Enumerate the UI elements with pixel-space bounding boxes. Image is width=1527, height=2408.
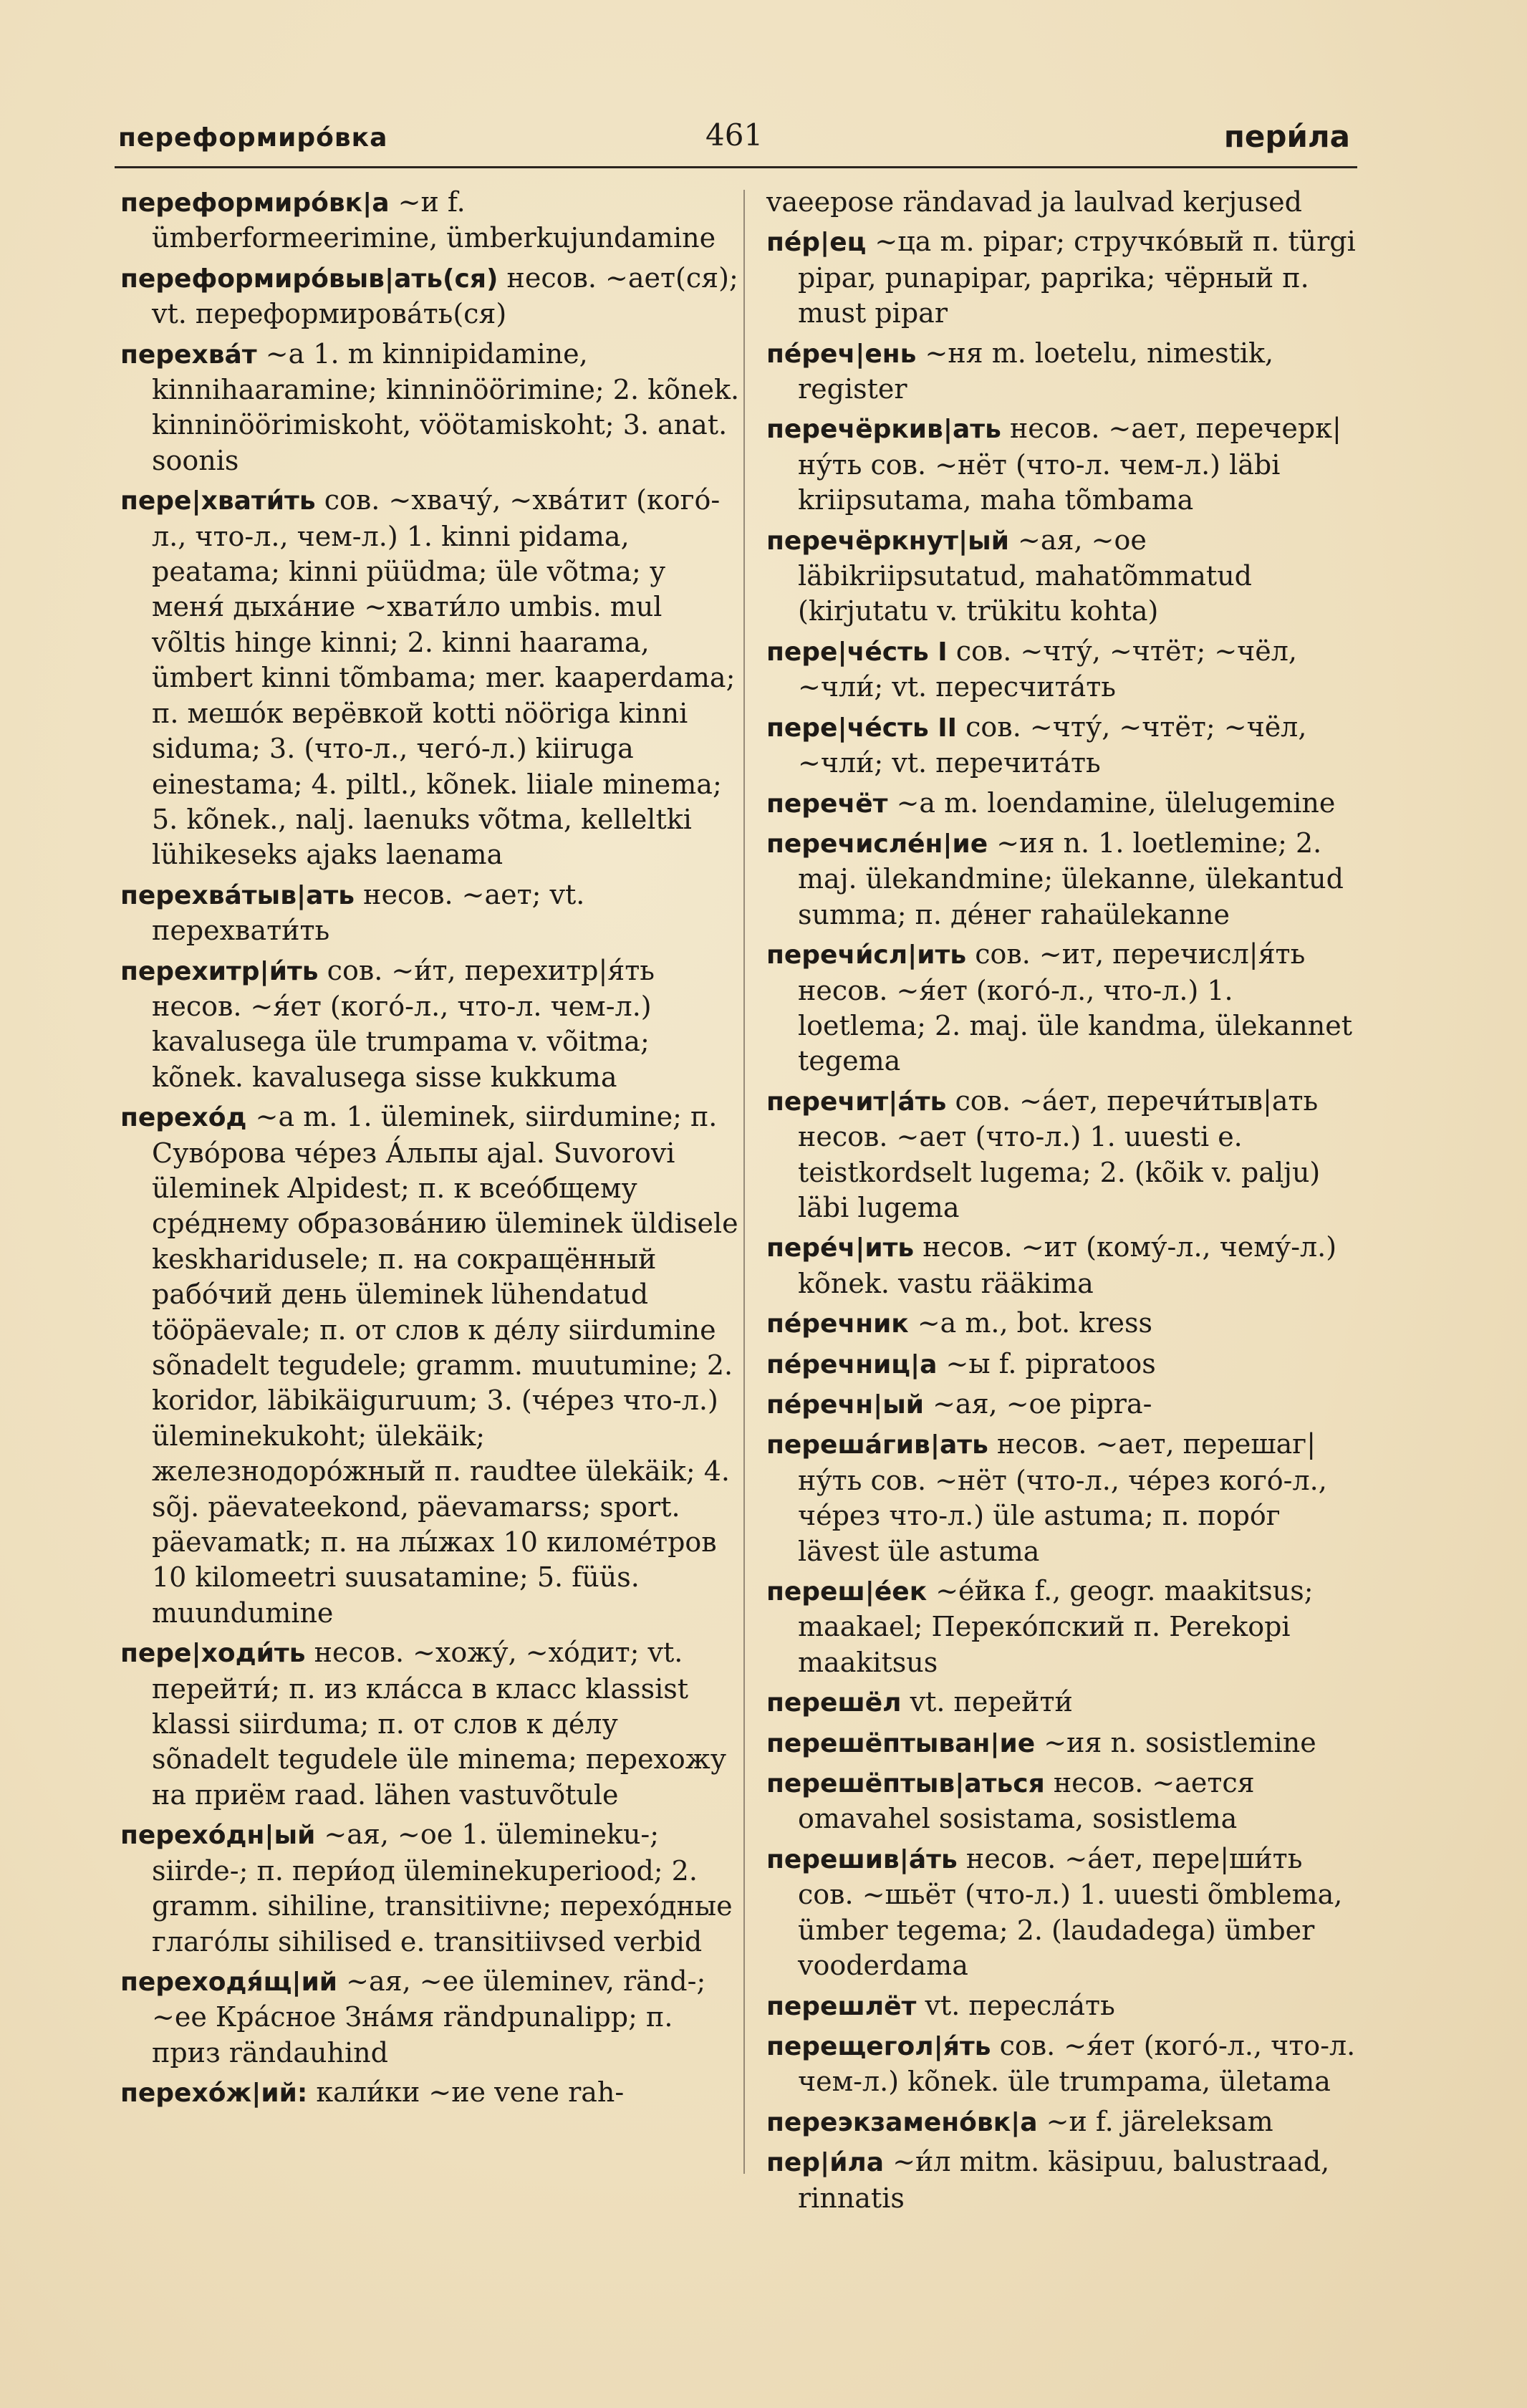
entry-headword: перешёптыв|аться bbox=[766, 1769, 1045, 1799]
dictionary-entry bbox=[120, 483, 743, 872]
dictionary-entry bbox=[766, 1766, 1359, 1837]
entry-headword: пере́ч|ить bbox=[766, 1233, 915, 1263]
entry-headword: перешив|а́ть bbox=[766, 1844, 958, 1874]
dictionary-entry bbox=[766, 634, 1359, 705]
entry-headword: перечисле́н|ие bbox=[766, 829, 988, 859]
entry-definition: сов. ~чту́, ~чтёт; ~чёл, ~чли́; vt. пересчита́ть bbox=[798, 635, 1298, 703]
dictionary-entry bbox=[120, 1099, 743, 1631]
dictionary-entry bbox=[766, 2028, 1359, 2100]
entry-definition: сов. ~и́т, перехитр|я́ть несов. ~я́ет (кого́-л., что-л. чем-л.) kavalusega üle trumpama v. võitma; kõnek. kavalusega sisse kukkuma bbox=[152, 954, 655, 1093]
entry-definition: несов. ~а́ет, пере|ши́ть сов. ~шьёт (что-л.) 1. uuesti õmblema, ümber tegema; 2. (laudadega) ümber vooderdama bbox=[798, 1842, 1343, 1982]
entry-headword: перешлёт bbox=[766, 1991, 917, 2021]
dictionary-entry bbox=[766, 1427, 1359, 1569]
dictionary-entry bbox=[120, 953, 743, 1096]
dictionary-entry bbox=[766, 1230, 1359, 1301]
entry-definition: ~ая, ~ее üleminev, ränd-; ~ее Кра́сное Зна́мя rändpunalipp; п. приз rändauhind bbox=[152, 1965, 706, 2069]
entry-definition: ~а m., bot. kress bbox=[917, 1307, 1152, 1339]
entry-definition: vt. пересла́ть bbox=[925, 1989, 1115, 2021]
entry-definition: сов. ~ит, перечисл|я́ть несов. ~я́ет (кого́-л., что-л.) 1. loetlema; 2. maj. üle kandma, ülekannet tegema bbox=[798, 938, 1352, 1077]
entry-definition: ~а 1. m kinnipidamine, kinnihaaramine; kinninöörimine; 2. kõnek. kinninöörimiskoht, vöötamiskoht; 3. anat. soonis bbox=[152, 337, 740, 476]
header-left-word: переформиро́вка bbox=[118, 123, 388, 153]
entry-headword: перешёл bbox=[766, 1688, 902, 1718]
dictionary-entry bbox=[766, 411, 1359, 518]
entry-headword: пе́речник bbox=[766, 1309, 909, 1339]
dictionary-entry bbox=[766, 2104, 1359, 2140]
entry-headword: пе́р|ец bbox=[766, 228, 867, 258]
entry-headword: переформиро́вк|а bbox=[120, 188, 390, 218]
dictionary-entry bbox=[120, 337, 743, 479]
dictionary-entry bbox=[120, 877, 743, 949]
entry-definition: несов. ~ает, перечерк|ну́ть сов. ~нёт (что-л. чем-л.) läbi kriipsutama, maha tõmbama bbox=[798, 413, 1341, 516]
entry-definition: кали́ки ~ие vene rah- bbox=[316, 2076, 625, 2109]
right-column bbox=[766, 185, 1359, 2220]
running-header bbox=[118, 113, 1350, 163]
header-rule bbox=[115, 166, 1357, 168]
dictionary-entry bbox=[766, 224, 1359, 331]
dictionary-entry bbox=[120, 2075, 743, 2111]
entry-headword: пере|ходи́ть bbox=[120, 1639, 306, 1669]
entry-headword: перещегол|я́ть bbox=[766, 2031, 991, 2061]
entry-headword: переэкзамено́вк|а bbox=[766, 2107, 1038, 2137]
dictionary-entry bbox=[766, 1574, 1359, 1680]
dictionary-entry bbox=[766, 1988, 1359, 2024]
entry-definition: ~ня m. loetelu, nimestik, register bbox=[798, 337, 1274, 405]
dictionary-entry bbox=[766, 523, 1359, 630]
entry-definition: ~а m. loendamine, ülelugemine bbox=[896, 786, 1336, 819]
entry-definition: несов. ~ит (кому́-л., чему́-л.) kõnek. vastu rääkima bbox=[798, 1231, 1337, 1299]
entry-definition: ~и f. ümberformeerimine, ümberkujundamine bbox=[152, 186, 716, 254]
dictionary-entry bbox=[120, 185, 743, 256]
dictionary-entry bbox=[766, 710, 1359, 781]
entry-headword: перехва́тыв|ать bbox=[120, 880, 355, 910]
entry-headword: пере|хвати́ть bbox=[120, 486, 316, 516]
dictionary-entry bbox=[766, 1387, 1359, 1422]
dictionary-entry bbox=[766, 1306, 1359, 1342]
entry-definition: несов. ~хожу́, ~хо́дит; vt. перейти́; п. из кла́сса в класс klassist klassi siirduma; п. от слов к де́лу sõnadelt tegudele üle minema; перехожу на приём raad. lähen vastuvõtule bbox=[152, 1637, 727, 1811]
entry-definition: ~ца m. pipar; стручко́вый п. türgi pipar, punapipar, paprika; чёрный п. must pipar bbox=[798, 226, 1356, 329]
dictionary-entry bbox=[766, 1084, 1359, 1226]
dictionary-entry bbox=[766, 1685, 1359, 1720]
dictionary-entry bbox=[120, 1817, 743, 1960]
column-divider bbox=[743, 190, 745, 2174]
entry-headword: перечёркив|ать bbox=[766, 415, 1001, 445]
entry-headword: перешáгив|ать bbox=[766, 1430, 988, 1460]
entry-headword: пер|и́ла bbox=[766, 2148, 885, 2178]
entry-headword: перечёт bbox=[766, 789, 888, 819]
entry-definition: ~ия n. 1. loetlemine; 2. maj. ülekandmine; ülekanne, ülekantud summa; п. де́нег rahaülekanne bbox=[798, 827, 1344, 930]
entry-headword: пере|че́сть II bbox=[766, 713, 958, 743]
entry-definition: сов. ~хвачу́, ~хва́тит (кого́-л., что-л., чем-л.) 1. kinni pidama, peatama; kinni püüdma; üle võtma; у меня́ дыха́ние ~хвати́ло umbis. mul võltis hinge kinni; 2. kinni haarama, ümbert kinni tõmbama; mer. kaaperdama; п. мешо́к верёвкой kotti nööriga kinni siduma; 3. (что-л., чего́-л.) kiiruga einestama; 4. piltl., kõnek. liiale minema; 5. kõnek., nalj. laenuks võtma, kelleltki lühikeseks ajaks laenama bbox=[152, 484, 736, 871]
dictionary-entry bbox=[766, 937, 1359, 1079]
entry-headword: перечи́сл|ить bbox=[766, 940, 967, 971]
entry-definition: ~е́йка f., geogr. maakitsus; maakael; Перeко́пский п. Perekopi maakitsus bbox=[798, 1575, 1314, 1678]
dictionary-entry bbox=[766, 1347, 1359, 1382]
entry-definition: vt. перейти́ bbox=[910, 1686, 1073, 1718]
dictionary-entry bbox=[120, 1635, 743, 1813]
entry-headword: перечит|а́ть bbox=[766, 1087, 947, 1117]
entry-definition: ~ая, ~ое läbikriipsutatud, mahatõmmatud (kirjutatu v. trükitu kohta) bbox=[798, 524, 1252, 627]
entry-headword: перехо́дн|ый bbox=[120, 1821, 316, 1851]
entry-headword: перехо́д bbox=[120, 1103, 247, 1133]
entry-definition: ~ия n. sosistlemine bbox=[1044, 1726, 1316, 1758]
entry-definition: несов. ~ает(ся); vt. переформирова́ть(ся) bbox=[152, 261, 738, 330]
dictionary-entry bbox=[120, 261, 743, 332]
entry-definition: несов. ~ает, перешаг|ну́ть сов. ~нёт (что-л., че́рез кого́-л., че́рез что-л.) üle astuma; п. поро́г lävest üle astuma bbox=[798, 1428, 1327, 1567]
entry-headword: пе́реч|ень bbox=[766, 339, 917, 369]
entry-definition: ~ы f. pipratoos bbox=[945, 1347, 1156, 1379]
entry-definition: сов. ~чту́, ~чтёт; ~чёл, ~чли́; vt. перечита́ть bbox=[798, 711, 1307, 779]
dictionary-entry bbox=[766, 786, 1359, 822]
entry-definition: сов. ~а́ет, перечи́тыв|ать несов. ~ает (что-л.) 1. uuesti e. teistkordselt lugema; 2. (kõik v. palju) läbi lugema bbox=[798, 1084, 1321, 1223]
entry-headword: переходя́щ|ий bbox=[120, 1967, 338, 1997]
entry-headword: перехитр|и́ть bbox=[120, 956, 319, 986]
page-number: 461 bbox=[705, 117, 764, 153]
entry-definition: ~ая, ~ое 1. ülemineku-; siirde-; п. пери́од üleminekuperiood; 2. gramm. sihiline, transitiivne; перехо́дные глаго́лы sihilised e. transitiivsed verbid bbox=[152, 1819, 733, 1957]
entry-headword: пе́речн|ый bbox=[766, 1390, 924, 1420]
left-column bbox=[120, 185, 743, 2116]
dictionary-entry bbox=[766, 826, 1359, 933]
dictionary-entry bbox=[766, 1725, 1359, 1761]
dictionary-entry bbox=[766, 1841, 1359, 1984]
entry-headword: перечёркнут|ый bbox=[766, 526, 1009, 556]
entry-headword: перехва́т bbox=[120, 339, 257, 370]
header-right-word: пери́ла bbox=[1223, 119, 1350, 154]
entry-definition: ~и f. järeleksam bbox=[1046, 2105, 1273, 2137]
entry-headword: переш|е́ек bbox=[766, 1577, 928, 1607]
entry-definition: ~ая, ~ое pipra- bbox=[933, 1388, 1152, 1420]
dictionary-entry bbox=[766, 2144, 1359, 2216]
dictionary-entry bbox=[120, 1964, 743, 2071]
entry-definition: несов. ~ает; vt. перехвати́ть bbox=[152, 878, 585, 947]
entry-definition: ~а m. 1. üleminek, siirdumine; п. Суво́рова че́рез А́льпы ajal. Suvorovi üleminek Alpidest; п. к всео́бщему сре́днему образова́нию üleminek üldisele keskharidusele; п. на сокращённый рабо́чий день üleminek lühendatud tööpäevale; п. от слов к де́лу siirdumine sõnadelt tegudele; gramm. muutumine; 2. koridor, läbikäiguruum; 3. (че́рез что-л.) üleminekukoht; ülekäik; железнодоро́жный п. raudtee ülekäik; 4. sõj. päevateekond, päevamarss; sport. päevamatk; п. на лы́жах 10 киломе́тров 10 kilomeetri suusatamine; 5. füüs. muundumine bbox=[152, 1101, 738, 1629]
dictionary-entry bbox=[766, 336, 1359, 408]
entry-definition: сов. ~я́ет (кого́-л., что-л. чем-л.) kõnek. üle trumpama, ületama bbox=[798, 2029, 1356, 2098]
entry-definition: ~и́л mitm. käsipuu, balustraad, rinnatis bbox=[798, 2146, 1330, 2214]
dictionary-entry bbox=[766, 185, 1359, 220]
entry-definition: несов. ~ается omavahel sosistama, sosistlema bbox=[798, 1767, 1255, 1835]
entry-headword: пере|че́сть I bbox=[766, 637, 948, 667]
entry-headword: пе́речниц|а bbox=[766, 1349, 938, 1379]
entry-headword: перехо́ж|ий: bbox=[120, 2079, 308, 2109]
entry-headword: перешёптыван|ие bbox=[766, 1728, 1036, 1758]
entry-headword: переформиро́выв|ать(ся) bbox=[120, 264, 498, 294]
entry-definition: vaeepose rändavad ja laulvad kerjused bbox=[766, 186, 1302, 218]
